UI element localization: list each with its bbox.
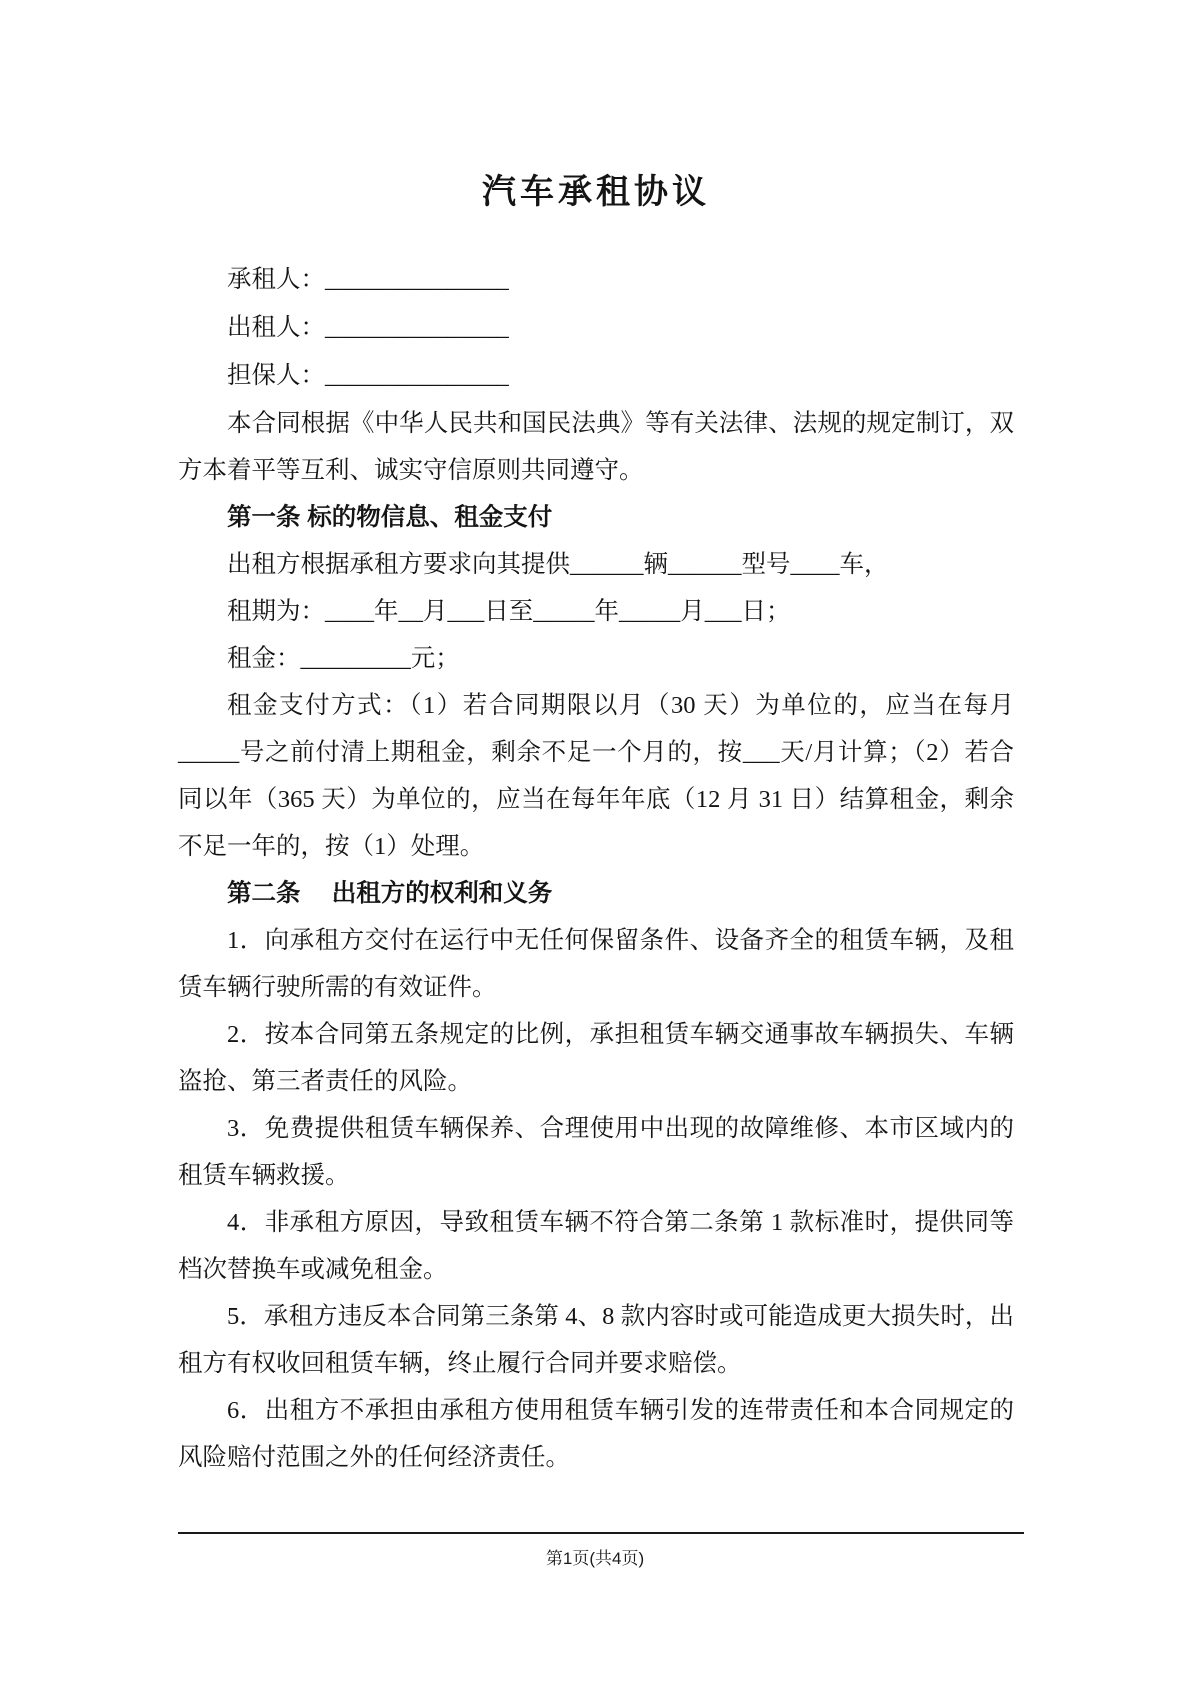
section-2-item-1: 1．向承租方交付在运行中无任何保留条件、设备齐全的租赁车辆，及租赁车辆行驶所需的有效证件。	[178, 927, 1014, 1001]
intro-paragraph: 本合同根据《中华人民共和国民法典》等有关法律、法规的规定制订，双方本着平等互利、诚实守信原则共同遵守。	[178, 410, 1014, 484]
section-1-paragraph-rent: 租金：_________元；	[227, 645, 460, 672]
party-line-lessor: 出租人：_______________	[227, 314, 509, 341]
footer-divider	[178, 1532, 1024, 1534]
section-1-heading: 第一条 标的物信息、租金支付	[227, 504, 553, 531]
party-line-lessee: 承租人：_______________	[227, 266, 509, 293]
parties-block	[178, 256, 1014, 400]
section-1-paragraph-term: 租期为：____年__月___日至_____年_____月___日；	[227, 598, 791, 625]
section-1-paragraph-payment: 租金支付方式：（1）若合同期限以月（30 天）为单位的，应当在每月_____号之前付清上期租金，剩余不足一个月的，按___天/月计算；（2）若合同以年（365 天）为单位的，应当在每年年底（12 月 31 日）结算租金，剩余不足一年的，按（1）处理。	[178, 692, 1014, 860]
page-number: 第1页(共4页)	[545, 1549, 645, 1568]
section-2-item-4: 4．非承租方原因，导致租赁车辆不符合第二条第 1 款标准时，提供同等档次替换车或减免租金。	[178, 1209, 1014, 1283]
section-2-item-6: 6．出租方不承担由承租方使用租赁车辆引发的连带责任和本合同规定的风险赔付范围之外的任何经济责任。	[178, 1397, 1014, 1471]
party-line-guarantor: 担保人：_______________	[227, 362, 509, 389]
page-content	[178, 172, 1014, 1481]
section-1-paragraph-vehicle: 出租方根据承租方要求向其提供______辆______型号____车，	[227, 551, 889, 578]
section-2-item-3: 3．免费提供租赁车辆保养、合理使用中出现的故障维修、本市区域内的租赁车辆救援。	[178, 1115, 1014, 1189]
document-title: 汽车承租协议	[482, 174, 710, 211]
section-2-item-2: 2．按本合同第五条规定的比例，承担租赁车辆交通事故车辆损失、车辆盗抢、第三者责任的风险。	[178, 1021, 1014, 1095]
section-2-heading: 第二条 出租方的权利和义务	[227, 880, 553, 907]
section-2-item-5: 5．承租方违反本合同第三条第 4、8 款内容时或可能造成更大损失时，出租方有权收回租赁车辆，终止履行合同并要求赔偿。	[178, 1303, 1014, 1377]
